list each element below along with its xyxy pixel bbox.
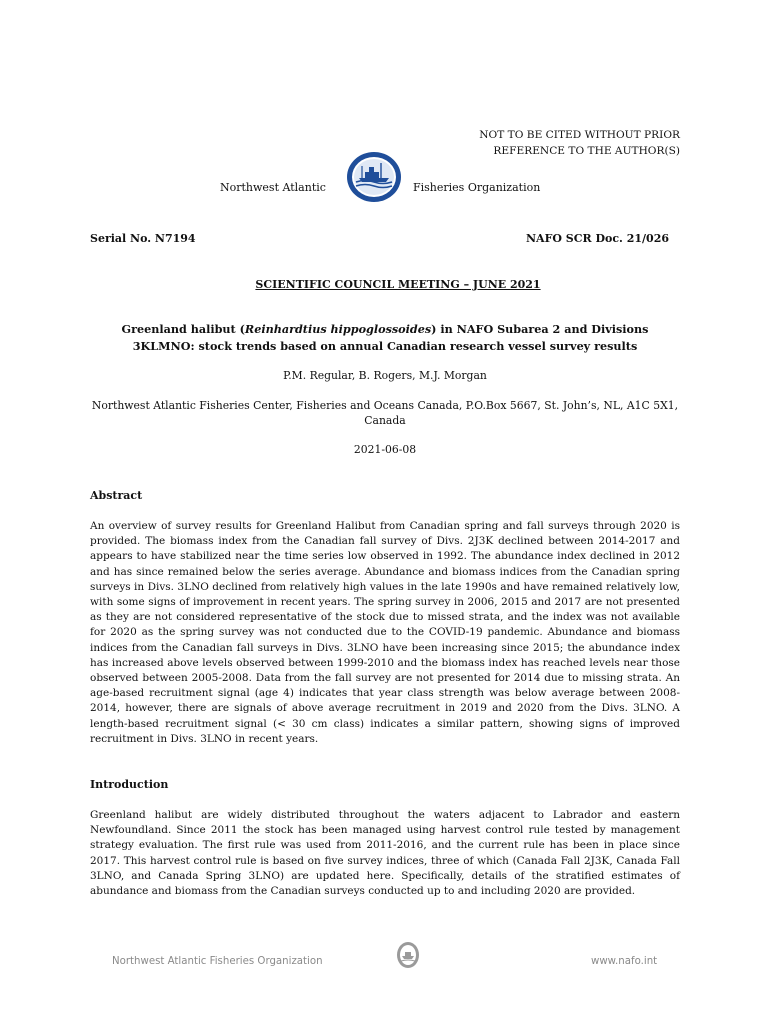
meeting-title: SCIENTIFIC COUNCIL MEETING – JUNE 2021 — [255, 278, 541, 291]
document-date: 2021-06-08 — [353, 443, 417, 456]
abstract-text: An overview of survey results for Greenland Halibut from Canadian spring and fall surveys through 2020 is provided. The biomass index from the Canadian fall survey of Divs. 2J3K declined between 2014-2017 and appears to have stabilized near the time series low observed in 1992. The abundance index declined in 2012 and has since remained below the series average. Abundance and biomass indices from the Canadian spring surveys in Divs. 3LNO declined from relatively high values in the late 1990s and have remained relatively low, with some signs of improvement in recent years. The spring survey in 2006, 2015 and 2017 are not presented as they are not considered representative of the stock due to missed strata, and the index was not available for 2020 as the spring survey was not conducted due to the COVID-19 pandemic. Abundance and biomass indices from the Canadian fall surveys in Divs. 3LNO have been increasing since 2015; the abundance index has increased above levels observed between 1999-2010 and the biomass index has reached levels near those observed between 2005-2008. Data from the fall survey are not presented for 2014 due to missing strata. An age-based recruitment signal (age 4) indicates that year class strength was below average between 2008-2014, however, there are signals of above average recruitment in 2019 and 2020 from the Divs. 3LNO. A length-based recruitment signal (< 30 cm class) indicates a similar pattern, showing signs of improved recruitment in Divs. 3LNO in recent years. — [90, 520, 680, 745]
introduction-heading: Introduction — [90, 778, 169, 791]
footer-org-name: Northwest Atlantic Fisheries Organization — [112, 956, 323, 967]
footer-website[interactable]: www.nafo.int — [591, 956, 658, 967]
org-name-left: Northwest Atlantic — [220, 181, 326, 194]
paper-title — [90, 321, 680, 355]
title-prefix: Greenland halibut ( — [121, 322, 245, 336]
document-number: NAFO SCR Doc. 21/026 — [526, 232, 669, 245]
org-name-right: Fisheries Organization — [413, 181, 541, 194]
title-species-name: Reinhardtius hippoglossoides — [244, 322, 432, 336]
nafo-footer-logo-icon — [396, 941, 420, 969]
authors: P.M. Regular, B. Rogers, M.J. Morgan — [283, 369, 487, 382]
citation-notice — [380, 127, 680, 159]
abstract-heading: Abstract — [90, 489, 143, 502]
title-suffix: ) in NAFO Subarea 2 and Divisions 3KLMNO: stock trends based on annual Canadian research vessel survey results — [132, 322, 649, 353]
notice-line-1: NOT TO BE CITED WITHOUT PRIOR — [479, 129, 680, 141]
serial-number: Serial No. N7194 — [90, 232, 196, 245]
notice-line-2: REFERENCE TO THE AUTHOR(S) — [493, 145, 680, 157]
affiliation: Northwest Atlantic Fisheries Center, Fisheries and Oceans Canada, P.O.Box 5667, St. John’s, NL, A1C 5X1, Canada — [91, 399, 679, 427]
nafo-ship-logo-icon — [346, 151, 402, 203]
introduction-text: Greenland halibut are widely distributed throughout the waters adjacent to Labrador and eastern Newfoundland. Since 2011 the stock has been managed using harvest control rule tested by management strategy evaluation. The first rule was used from 2011-2016, and the current rule has been in place since 2017. This harvest control rule is based on five survey indices, three of which (Canada Fall 2J3K, Canada Fall 3LNO, and Canada Spring 3LNO) are updated here. Specifically, details of the stratified estimates of abundance and biomass from the Canadian surveys conducted up to and including 2020 are provided. — [90, 809, 680, 898]
